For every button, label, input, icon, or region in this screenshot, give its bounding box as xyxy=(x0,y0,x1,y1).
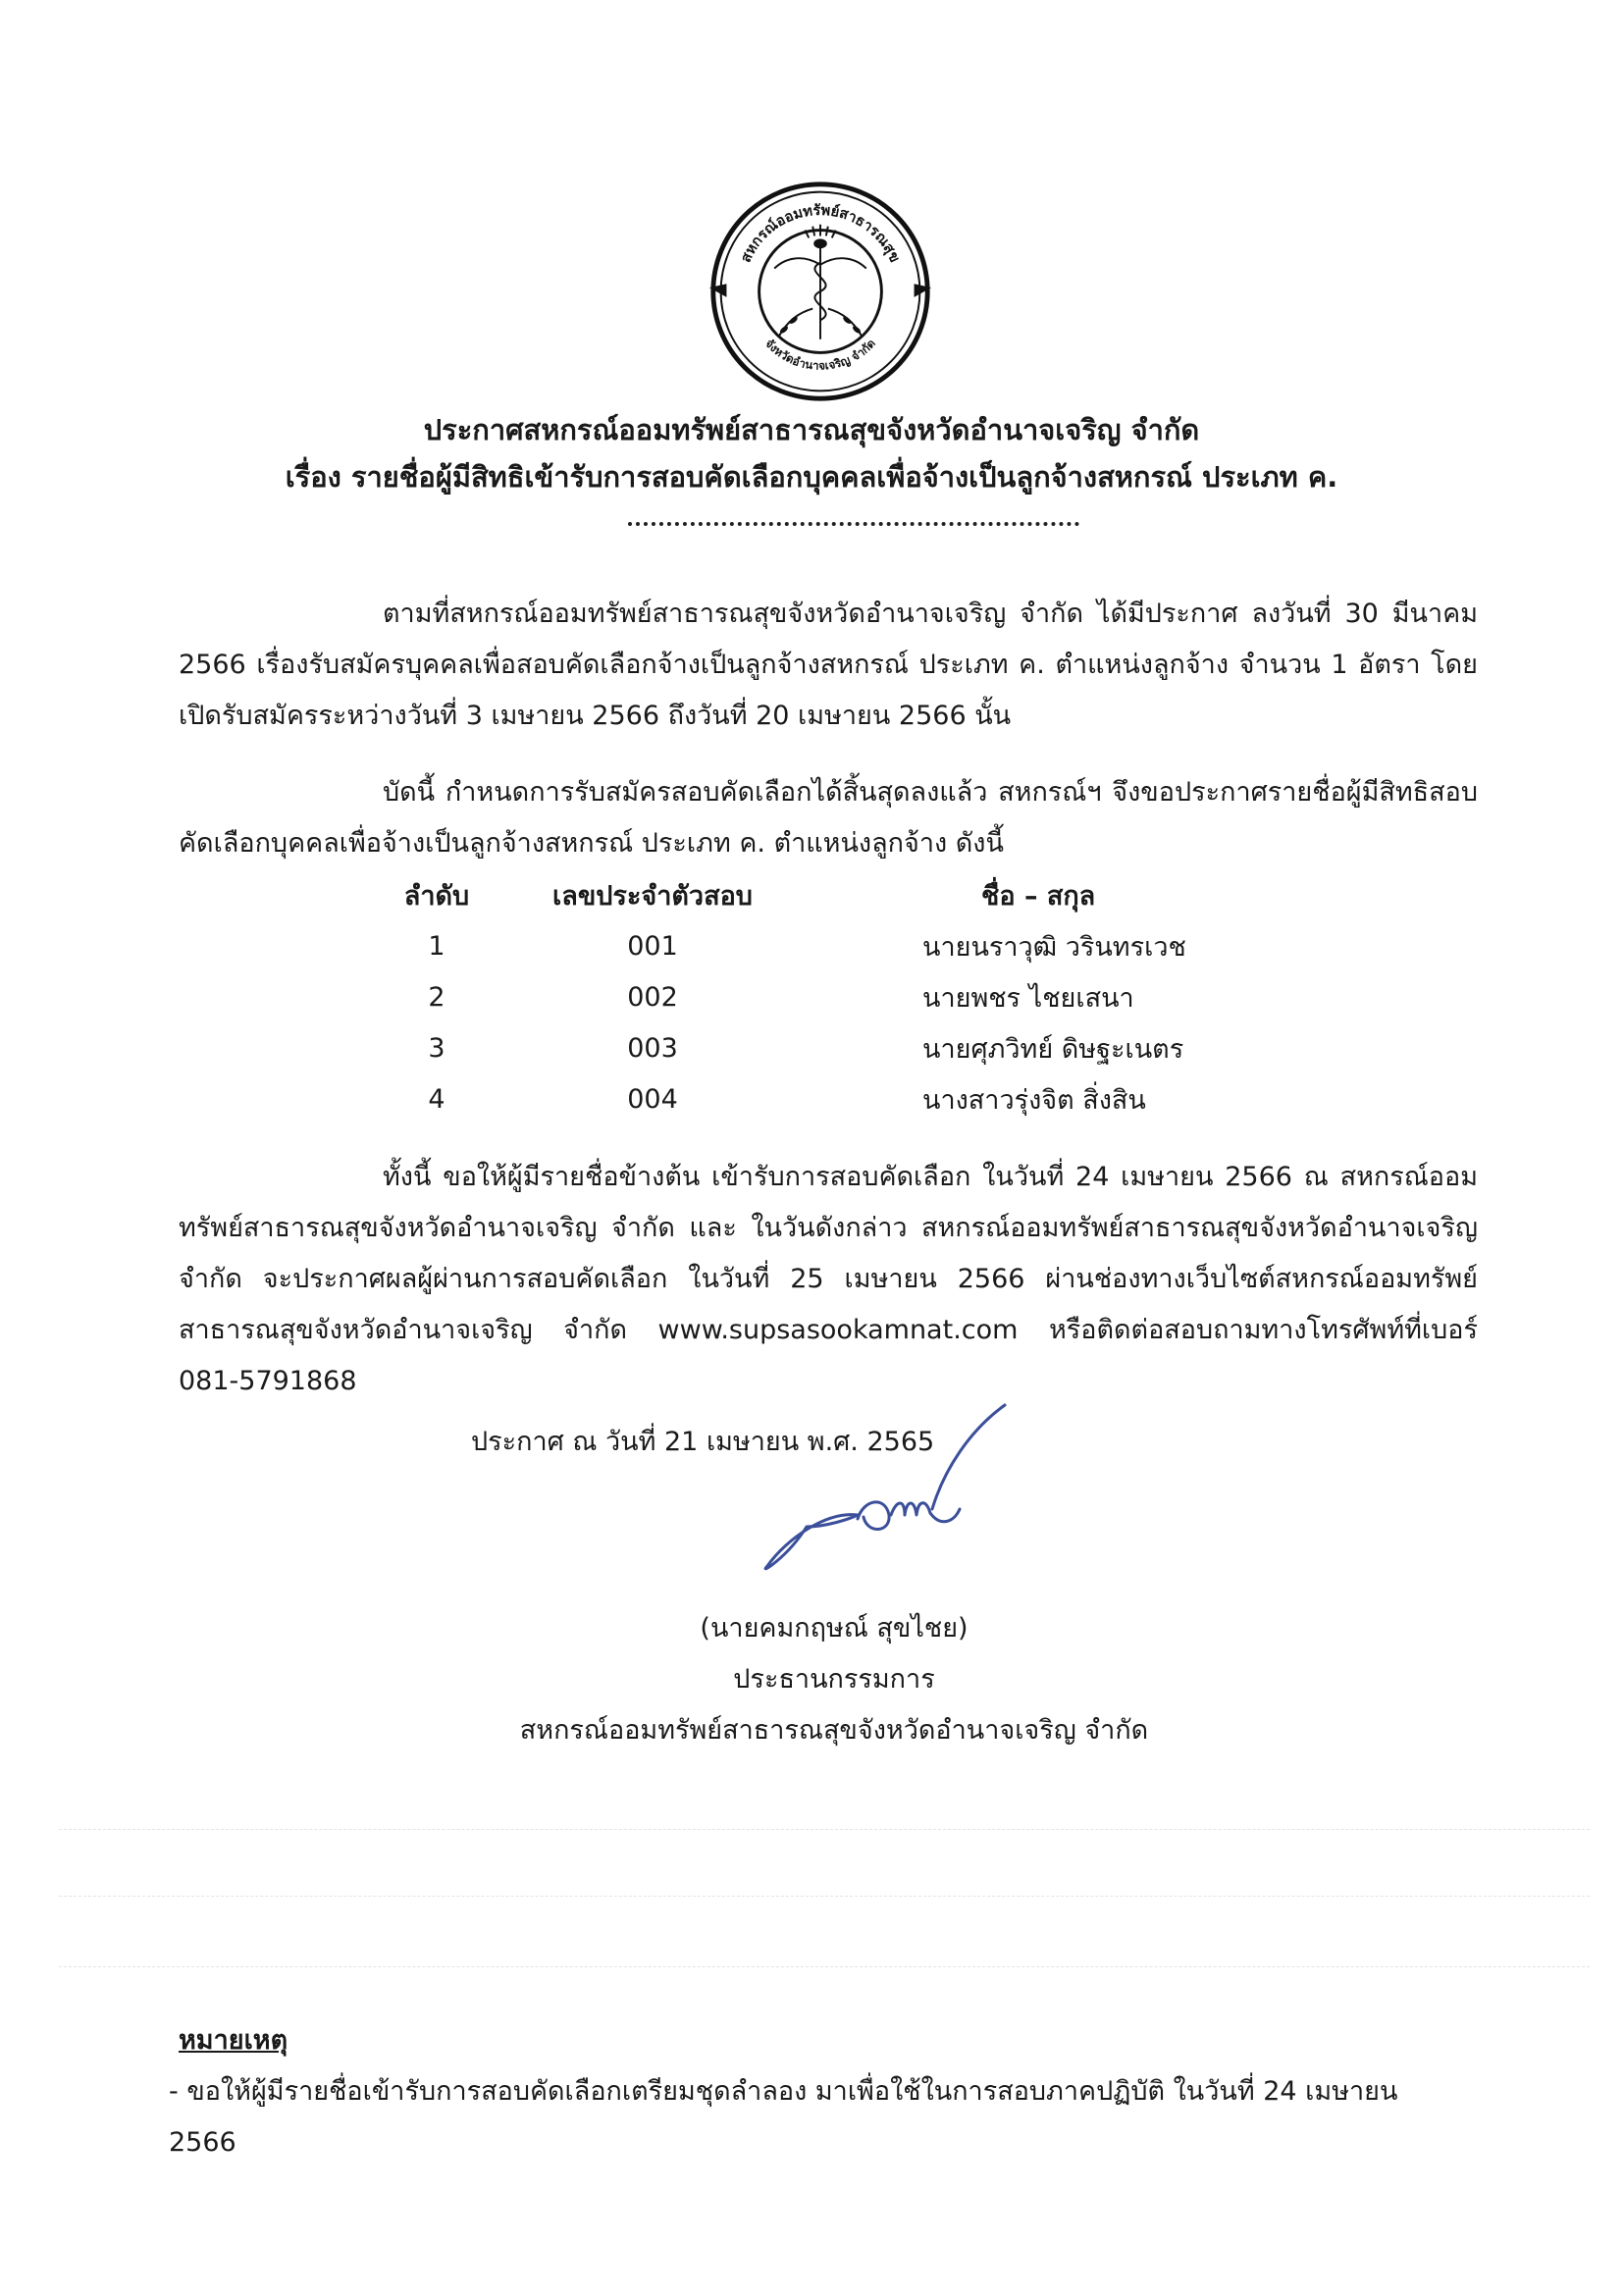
paragraph-announcement xyxy=(179,767,1478,869)
paragraph-background-text: ตามที่สหกรณ์ออมทรัพย์สาธารณสุขจังหวัดอำนาจเจริญ จำกัด ได้มีประกาศ ลงวันที่ 30 มีนาคม 2566 เรื่องรับสมัครบุคคลเพื่อสอบคัดเลือกจ้างเป็นลูกจ้างสหกรณ์ ประเภท ค. ตำแหน่งลูกจ้าง จำนวน 1 อัตรา โดยเปิดรับสมัครระหว่างวันที่ 3 เมษายน 2566 ถึงวันที่ 20 เมษายน 2566 นั้น xyxy=(179,599,1478,731)
table-row xyxy=(363,971,1374,1022)
table-header-row xyxy=(363,869,1374,920)
cell-name: นายนราวุฒิ วรินทรเวช xyxy=(922,931,1186,963)
table-row xyxy=(363,1073,1374,1124)
svg-text:สหกรณ์ออมทรัพย์สาธารณสุข: สหกรณ์ออมทรัพย์สาธารณสุข xyxy=(737,201,904,266)
cell-exam-id: 004 xyxy=(627,1083,678,1115)
signature-icon xyxy=(748,1401,1013,1597)
cell-order: 3 xyxy=(428,1032,445,1064)
cell-exam-id: 001 xyxy=(627,930,678,962)
table-row xyxy=(363,920,1374,971)
cell-name: นายพชร ไชยเสนา xyxy=(922,982,1134,1014)
paragraph-exam-details-text: ทั้งนี้ ขอให้ผู้มีรายชื่อข้างต้น เข้ารับการสอบคัดเลือก ในวันที่ 24 เมษายน 2566 ณ สหกรณ์ออมทรัพย์สาธารณสุขจังหวัดอำนาจเจริญ จำกัด และ ในวันดังกล่าว สหกรณ์ออมทรัพย์สาธารณสุขจังหวัดอำนาจเจริญ จำกัด จะประกาศผลผู้ผ่านการสอบคัดเลือก ในวันที่ 25 เมษายน 2566 ผ่านช่องทางเว็บไซต์สหกรณ์ออมทรัพย์สาธารณสุขจังหวัดอำนาจเจริญ จำกัด www.supsasookamnat.com หรือติดต่อสอบถามทางโทรศัพท์ที่เบอร์ 081-5791868 xyxy=(179,1162,1478,1396)
signer-position: ประธานกรรมการ xyxy=(733,1664,935,1695)
cell-name: นายศุภวิทย์ ดิษฐะเนตร xyxy=(922,1033,1184,1065)
announcement-title: ประกาศสหกรณ์ออมทรัพย์สาธารณสุขจังหวัดอำนาจเจริญ จำกัด xyxy=(423,413,1200,446)
column-header-name: ชื่อ – สกุล xyxy=(981,880,1096,912)
dotted-separator xyxy=(628,522,1079,526)
announcement-subject: เรื่อง รายชื่อผู้มีสิทธิเข้ารับการสอบคัดเลือกบุคคลเพื่อจ้างเป็นลูกจ้างสหกรณ์ ประเภท ค. xyxy=(285,460,1338,494)
paragraph-exam-details xyxy=(179,1152,1478,1407)
cell-order: 2 xyxy=(428,981,445,1013)
note-text: - ขอให้ผู้มีรายชื่อเข้ารับการสอบคัดเลือกเตรียมชุดลำลอง มาเพื่อใช้ในการสอบภาคปฏิบัติ ในวันที่ 24 เมษายน 2566 xyxy=(169,2076,1398,2158)
signer-name: (นายคมกฤษณ์ สุขไชย) xyxy=(700,1613,969,1644)
cell-order: 4 xyxy=(428,1083,445,1115)
seal-logo-icon xyxy=(706,177,935,406)
signer-organization: สหกรณ์ออมทรัพย์สาธารณสุขจังหวัดอำนาจเจริญ จำกัด xyxy=(519,1715,1149,1746)
svg-text:จังหวัดอำนาจเจริญ จำกัด: จังหวัดอำนาจเจริญ จำกัด xyxy=(762,336,878,373)
paragraph-background xyxy=(179,589,1478,742)
column-header-order: ลำดับ xyxy=(403,880,470,912)
scan-divider xyxy=(59,1896,1590,1897)
scan-divider xyxy=(59,1966,1590,1967)
cell-order: 1 xyxy=(428,930,445,962)
declaration-date: ประกาศ ณ วันที่ 21 เมษายน พ.ศ. 2565 xyxy=(471,1427,935,1457)
note-heading: หมายเหตุ xyxy=(179,2025,288,2056)
column-header-exam-id: เลขประจำตัวสอบ xyxy=(552,880,753,912)
candidate-table xyxy=(363,869,1374,1124)
table-row xyxy=(363,1022,1374,1073)
cell-name: นางสาวรุ่งจิต สิ่งสิน xyxy=(922,1084,1146,1116)
paragraph-announcement-text: บัดนี้ กำหนดการรับสมัครสอบคัดเลือกได้สิ้นสุดลงแล้ว สหกรณ์ฯ จึงขอประกาศรายชื่อผู้มีสิทธิสอบคัดเลือกบุคคลเพื่อจ้างเป็นลูกจ้างสหกรณ์ ประเภท ค. ตำแหน่งลูกจ้าง ดังนี้ xyxy=(179,777,1478,859)
scan-divider xyxy=(59,1829,1590,1830)
cell-exam-id: 002 xyxy=(627,981,678,1013)
cell-exam-id: 003 xyxy=(627,1032,678,1064)
